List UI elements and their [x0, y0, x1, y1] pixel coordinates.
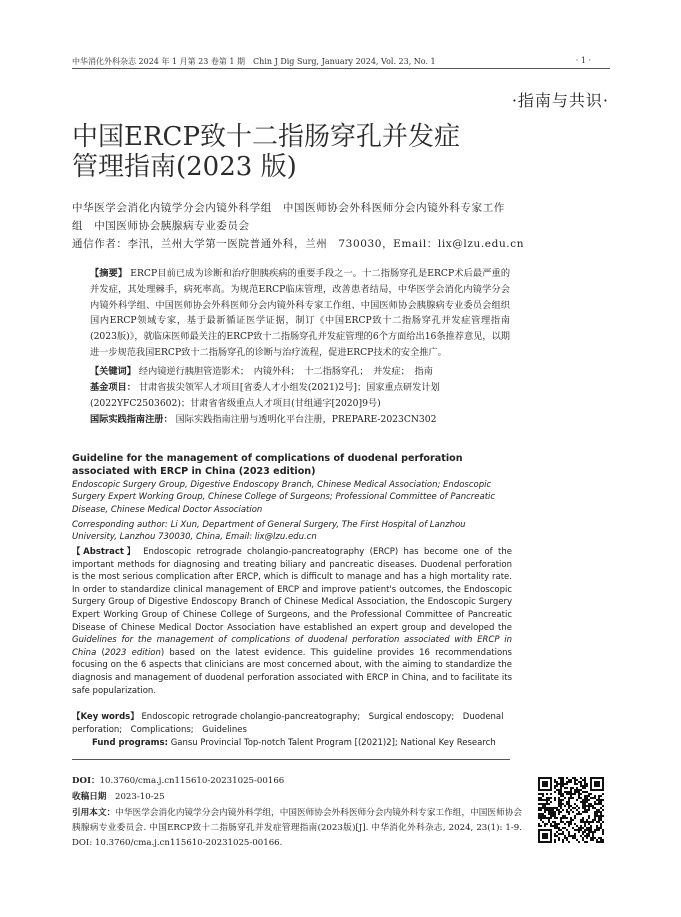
english-abstract-label: 【Abstract】 [72, 547, 138, 557]
english-keywords-text: Endoscopic retrograde cholangio-pancreatography; Surgical endoscopy; Duodenal perforation; Complications; Guidelines [72, 712, 504, 735]
qr-code-icon[interactable] [538, 777, 604, 843]
abstract-zh-label: 【摘要】 [90, 268, 128, 279]
english-funding-label: Fund programs: [92, 738, 168, 748]
received-label: 收稿日期 [72, 792, 107, 802]
english-abstract [72, 546, 512, 697]
registration-zh [90, 412, 510, 428]
english-abstract-guideline-title: Guidelines for the management of complications of duodenal perforation associated with ERCP in China [72, 635, 512, 658]
english-authors: Endoscopic Surgery Group, Digestive Endoscopy Branch, Chinese Medical Association; Endoscopic Surgery Expert Working Group, Chinese College of Surgeons; Professional Committee of Pancreatic Disease, Chinese Medical Doctor Association [72, 480, 496, 515]
title-line-1: 中国ERCP致十二指肠穿孔并发症 [72, 122, 460, 152]
abstract-zh-text: ERCP目前已成为诊断和治疗胆胰疾病的重要手段之一。十二指肠穿孔是ERCP术后最严重的并发症，其处理棘手，病死率高。为规范ERCP临床管理，改善患者结局，中华医学会消化内镜学分会内镜外科学组、中国医师协会外科医师分会内镜外科专家工作组、中国医师协会胰腺病专业委员会组织国内ERCP领域专家，基于最新循证医学证据，制订《中国ERCP致十二指肠穿孔并发症管理指南(2023版)》，就临床医师最关注的ERCP致十二指肠穿孔并发症管理的6个方面给出16条推荐意见，以期进一步规范我国ERCP致十二指肠穿孔的诊断与治疗流程，促进ERCP技术的安全推广。 [90, 268, 511, 358]
citation [72, 806, 522, 852]
received-line [72, 790, 532, 805]
keywords-zh-text: 经内镜逆行胰胆管造影术； 内镜外科； 十二指肠穿孔； 并发症； 指南 [138, 366, 433, 377]
footer-rule [72, 759, 510, 760]
page-number: · 1 · [575, 56, 591, 65]
citation-text: 中华医学会消化内镜学分会内镜外科学组，中国医师协会外科医师分会内镜外科专家工作组，中国医师协会胰腺病专业委员会. 中国ERCP致十二指肠穿孔并发症管理指南(2023版)[J]. 中华消化外科杂志, 2024, 23(1): 1-9. DOI: 10.3760/cma.j.cn115610-20231025-00166. [72, 808, 522, 849]
doi-line [72, 774, 532, 789]
keywords-zh-label: 【关键词】 [90, 366, 136, 377]
english-funding-text: Gansu Provincial Top-notch Talent Program [(2021)2]; National Key Research [170, 738, 496, 748]
english-abstract-part1: Endoscopic retrograde cholangio-pancreatography (ERCP) has become one of the important methods for diagnosing and treating biliary and pancreatic diseases. Duodenal perforation is the most serious complication after ERCP, which is difficult to manage and has a high mortality rate. In order to standardize clinical management of ERCP and improve patient's outcomes, the Endoscopic Surgery Group of Digestive Endoscopy Branch of Chinese Medical Association, the Endoscopic Surgery Expert Working Group of Chinese College of Surgeons, and the Professional Committee of Pancreatic Disease of Chinese Medical Doctor Association have established an expert group and developed the [72, 547, 512, 633]
funding-zh-text: 甘肃省拔尖领军人才项目[省委人才小组发(2021)2号]；国家重点研发计划(2022YFC2503602)；甘肃省省级重点人才项目(甘组通字[2020]9号) [90, 382, 440, 409]
registration-zh-text: 国际实践指南注册与透明化平台注册，PREPARE-2023CN302 [175, 414, 437, 425]
corresponding-zh: 通信作者：李汛，兰州大学第一医院普通外科，兰州 730030，Email：lix@lzu.edu.cn [72, 238, 525, 250]
funding-zh-label: 基金项目： [90, 382, 136, 393]
doi-label: DOI： [72, 776, 100, 786]
section-label: ·指南与共识· [511, 91, 609, 110]
registration-zh-label: 国际实践指南注册： [90, 414, 173, 425]
english-keywords [72, 711, 512, 736]
english-title: Guideline for the management of complications of duodenal perforation associated with ERCP in China (2023 edition) [72, 453, 463, 477]
english-abstract-paren: ( [96, 647, 105, 658]
doi-value: 10.3760/cma.j.cn115610-20231025-00166 [99, 776, 285, 786]
english-corresponding: Corresponding author: Li Xun, Department of General Surgery, The First Hospital of Lanzhou University, Lanzhou 730030, China, Email: lix@lzu.edu.cn [72, 520, 466, 543]
keywords-zh [90, 364, 510, 380]
article-title [72, 122, 460, 182]
title-line-2: 管理指南(2023 版) [72, 152, 297, 182]
funding-zh [90, 380, 510, 412]
abstract-zh [90, 266, 510, 361]
header-rule [72, 68, 610, 69]
journal-header: 中华消化外科杂志 2024 年 1 月第 23 卷第 1 期 Chin J Dig Surg, January 2024, Vol. 23, No. 1 [72, 57, 436, 66]
english-funding [92, 737, 512, 750]
received-value: 2023-10-25 [115, 792, 165, 802]
english-abstract-edition: 2023 edition [104, 647, 161, 658]
authors-zh: 中华医学会消化内镜学分会内镜外科学组 中国医师协会外科医师分会内镜外科专家工作组 中国医师协会胰腺病专业委员会 [72, 202, 505, 232]
english-keywords-label: 【Key words】 [72, 712, 139, 722]
english-abstract-part2: ) based on the latest evidence. This guideline provides 16 recommendations focusing on the 6 aspects that clinicians are most concerned about, with the aiming to standardize the diagnosis and management of duodenal perforation associated with ERCP in China, and to facilitate its safe popularization. [72, 647, 512, 696]
citation-label: 引用本文： [72, 808, 116, 818]
